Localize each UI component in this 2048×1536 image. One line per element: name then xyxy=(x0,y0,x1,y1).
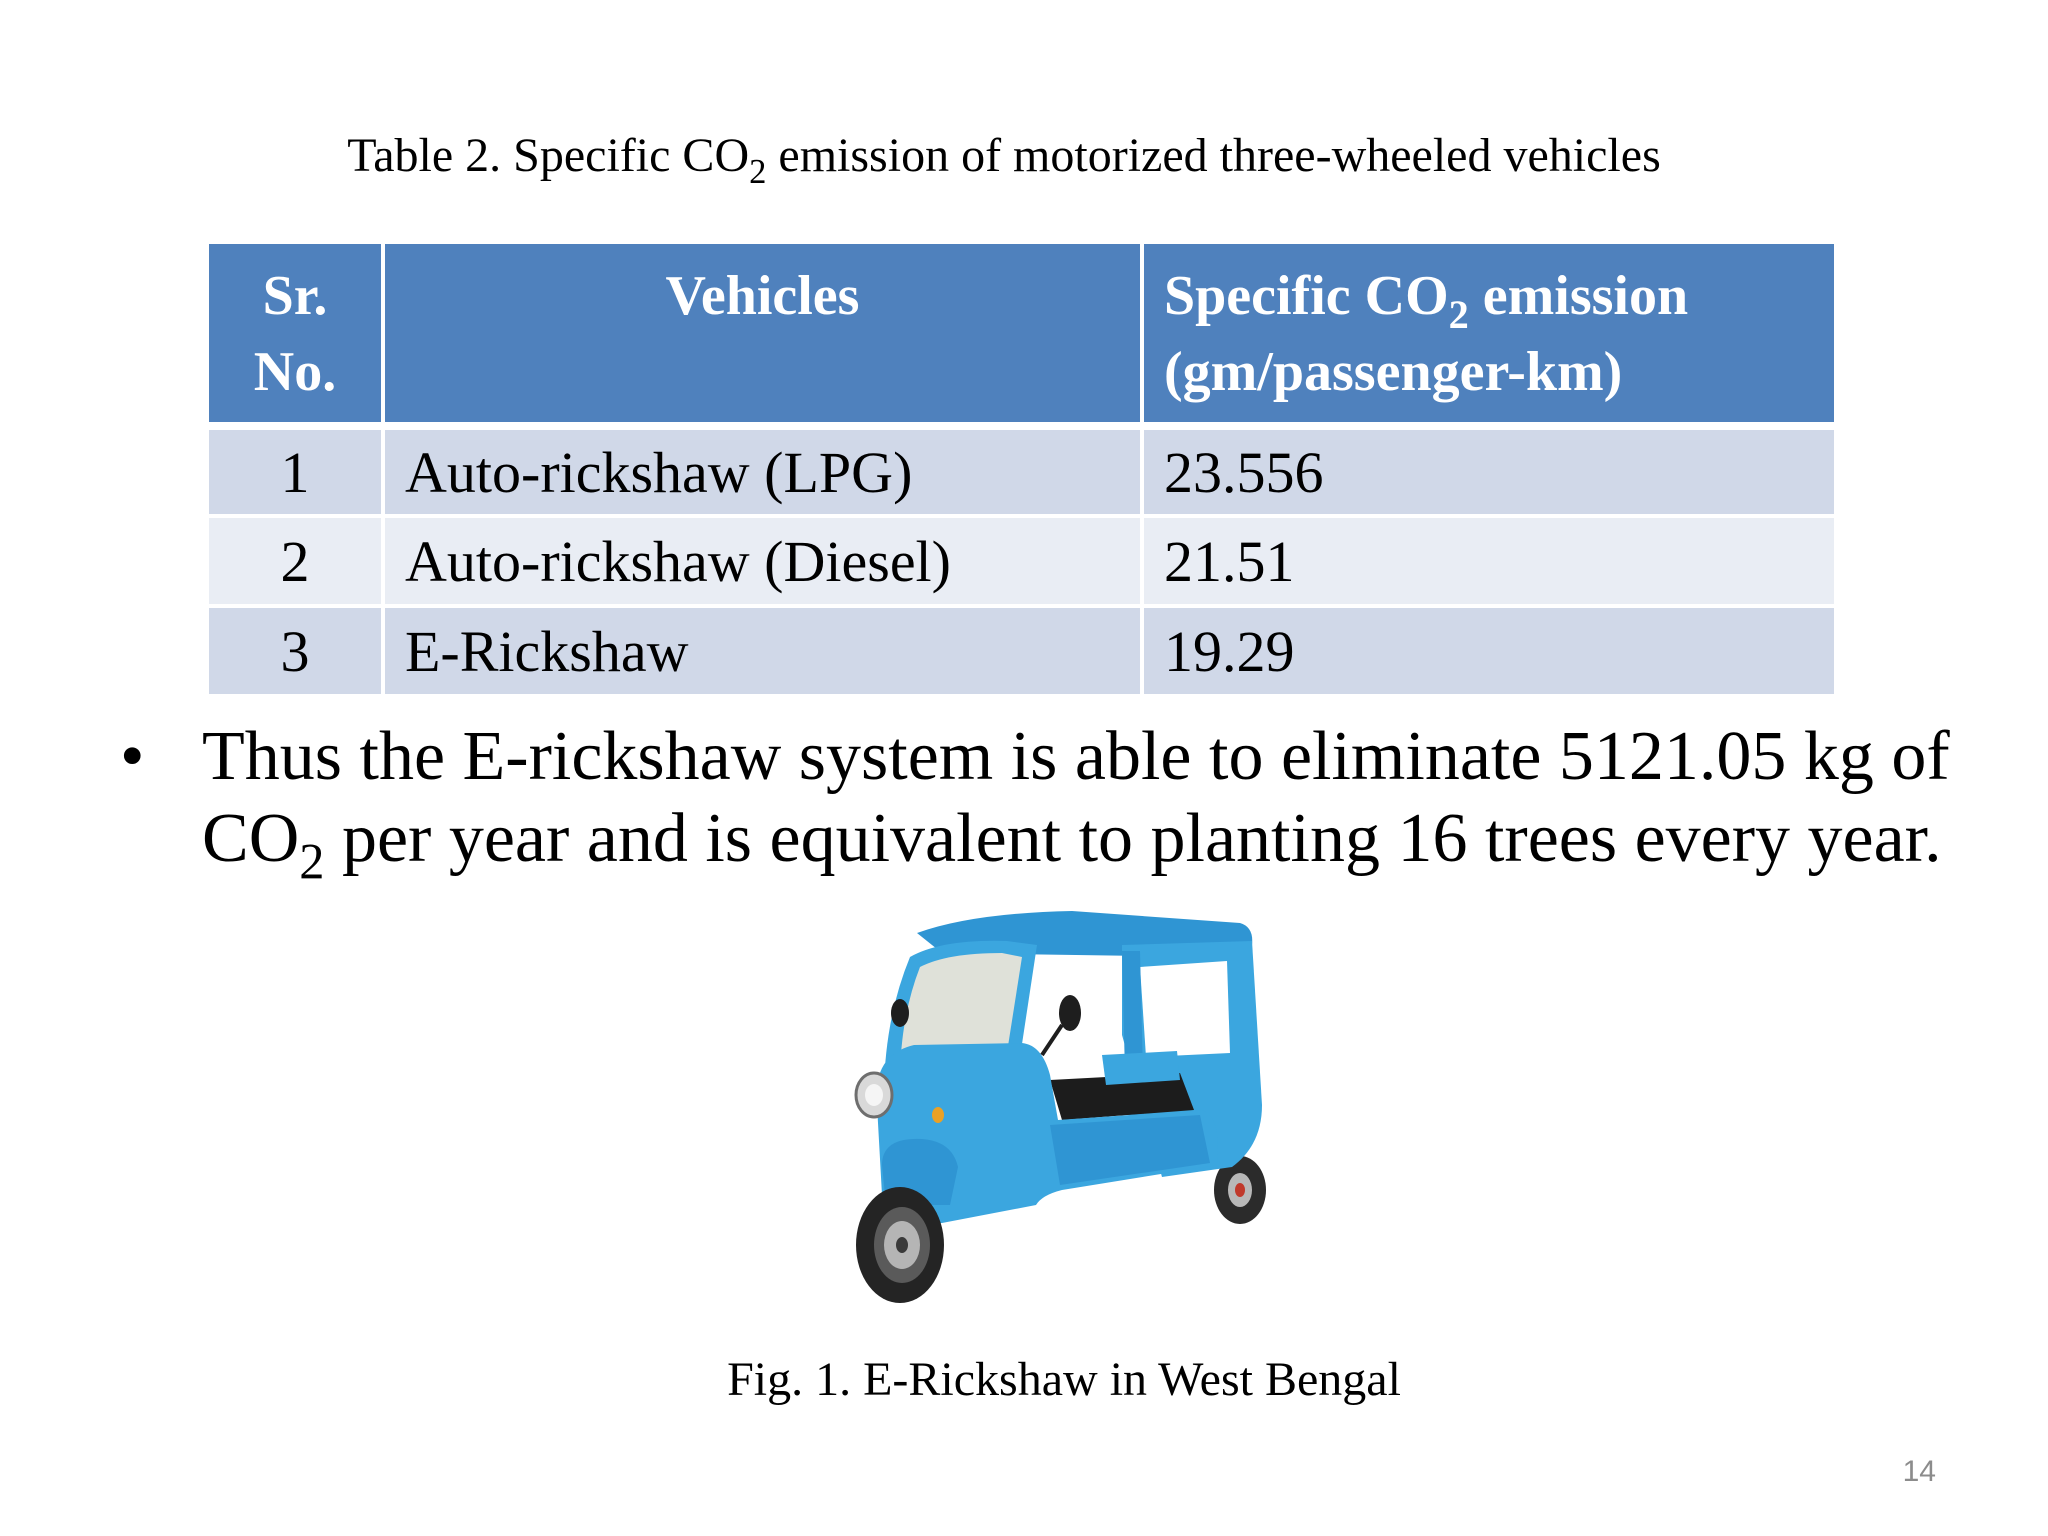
e-rickshaw-image xyxy=(822,905,1302,1345)
bullet-text: Thus the E-rickshaw system is able to eliminate 5121.05 kg of $CO_2$ per year and is equivalent to planting 16 trees every year. xyxy=(202,718,1950,890)
cell-sr: 3 xyxy=(207,606,383,696)
table-row xyxy=(207,426,1836,516)
rear-window xyxy=(1140,961,1230,1057)
header-sr-no: Sr. No. xyxy=(207,242,383,426)
emission-table xyxy=(205,240,1838,698)
cell-emission: 21.51 xyxy=(1142,516,1836,606)
table-caption: Table 2. Specific $CO_2$ emission of motorized three-wheeled vehicles xyxy=(347,129,1661,192)
cell-vehicle: E-Rickshaw xyxy=(383,606,1142,696)
bullet-marker: • xyxy=(120,718,145,795)
table-row xyxy=(207,606,1836,696)
table-row xyxy=(207,516,1836,606)
cell-emission: 19.29 xyxy=(1142,606,1836,696)
cell-vehicle: Auto-rickshaw (LPG) xyxy=(383,426,1142,516)
page-number: 14 xyxy=(1902,1455,1936,1488)
cell-emission: 23.556 xyxy=(1142,426,1836,516)
table-header-row xyxy=(207,242,1836,426)
cell-vehicle: Auto-rickshaw (Diesel) xyxy=(383,516,1142,606)
figure-caption: Fig. 1. E-Rickshaw in West Bengal xyxy=(727,1353,1401,1406)
header-vehicles: Vehicles xyxy=(383,242,1142,426)
header-specific-emission: Specific $CO_2$ emission (gm/passenger-km) xyxy=(1142,242,1836,426)
headlight xyxy=(856,1073,892,1117)
front-wheel xyxy=(856,1187,944,1303)
cell-sr: 2 xyxy=(207,516,383,606)
cell-sr: 1 xyxy=(207,426,383,516)
